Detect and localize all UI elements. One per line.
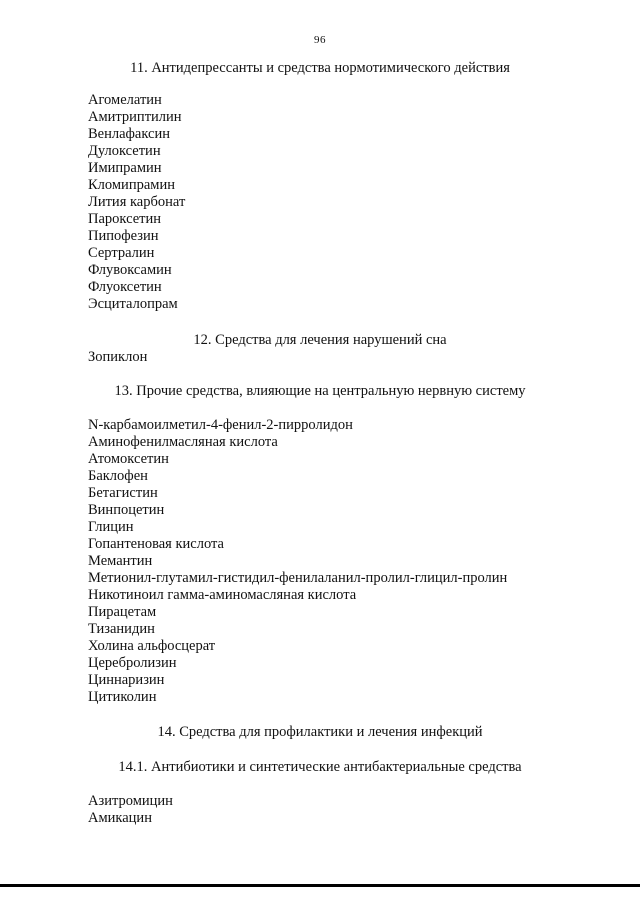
bottom-rule [0,884,640,887]
list-item: Зопиклон [88,349,148,365]
section-13-list [88,417,507,706]
list-item: Атомоксетин [88,451,169,467]
list-item: Винпоцетин [88,502,165,518]
section-13-heading: 13. Прочие средства, влияющие на центральную нервную систему [114,383,526,399]
list-item: Пирацетам [88,604,157,620]
list-item: Цитиколин [88,689,157,705]
section-11-heading: 11. Антидепрессанты и средства нормотимического действия [130,60,510,76]
list-item: Баклофен [88,468,148,484]
list-item: Азитромицин [88,793,173,809]
list-item: Метионил-глутамил-гистидил-фенилаланил-пролил-глицил-пролин [88,570,508,586]
list-item: Пароксетин [88,211,161,227]
list-item: Дулоксетин [88,143,161,159]
list-item: Сертралин [88,245,155,261]
section-14-heading: 14. Средства для профилактики и лечения инфекций [157,724,483,740]
section-11-list [88,92,185,313]
list-item: Аминофенилмасляная кислота [88,434,278,450]
list-item: Глицин [88,519,134,535]
section-14-1-heading: 14.1. Антибиотики и синтетические антибактериальные средства [118,759,522,775]
list-item: Амитриптилин [88,109,182,125]
list-item: Тизанидин [88,621,155,637]
list-item: Бетагистин [88,485,158,501]
list-item: N-карбамоилметил-4-фенил-2-пирролидон [88,417,353,433]
list-item: Флуоксетин [88,279,162,295]
list-item: Лития карбонат [88,194,186,210]
section-12-heading: 12. Средства для лечения нарушений сна [193,332,447,348]
section-14-1-list [88,793,173,827]
page-number: 96 [314,34,326,46]
list-item: Циннаризин [88,672,165,688]
list-item: Имипрамин [88,160,162,176]
list-item: Агомелатин [88,92,162,108]
list-item: Никотиноил гамма-аминомасляная кислота [88,587,357,603]
list-item: Амикацин [88,810,152,826]
list-item: Эсциталопрам [88,296,178,312]
list-item: Флувоксамин [88,262,172,278]
list-item: Мемантин [88,553,153,569]
list-item: Церебролизин [88,655,177,671]
list-item: Пипофезин [88,228,159,244]
list-item: Гопантеновая кислота [88,536,224,552]
list-item: Венлафаксин [88,126,171,142]
list-item: Холина альфосцерат [88,638,216,654]
list-item: Кломипрамин [88,177,175,193]
